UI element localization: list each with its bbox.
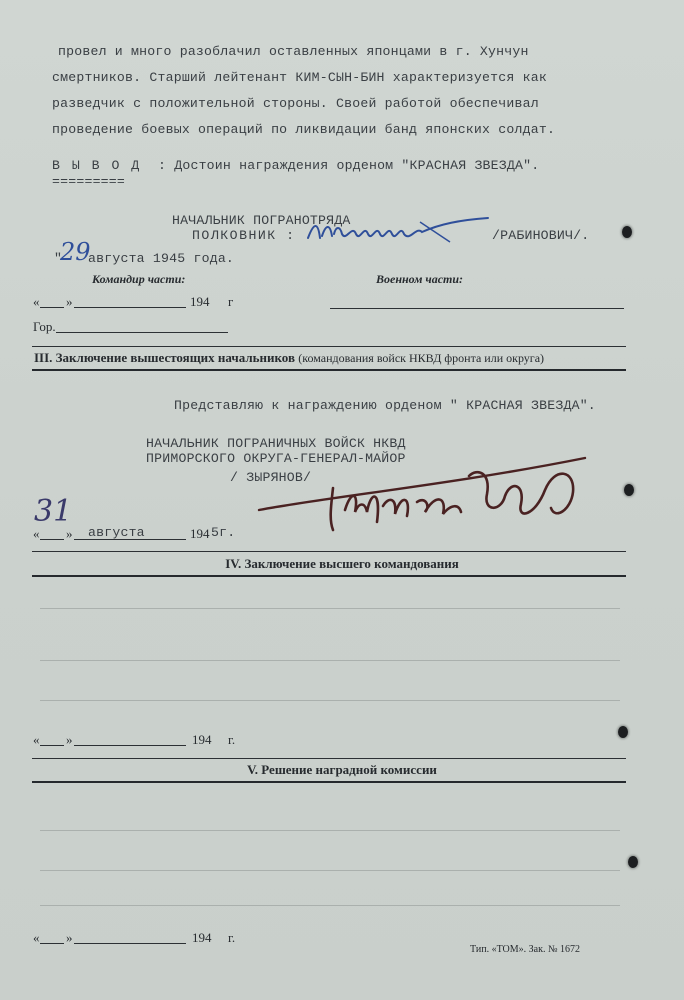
- date2-month: августа: [88, 525, 145, 540]
- date1-open-quote: ": [54, 251, 63, 266]
- date2-open: «: [33, 526, 40, 541]
- section4-top-rule: [32, 551, 626, 552]
- conclusion-label: В Ы В О Д: [52, 158, 142, 173]
- blank-area-6: [40, 905, 620, 906]
- date-open: «: [33, 294, 40, 309]
- date4-close: »: [66, 930, 73, 945]
- date3-day-blank: [40, 745, 64, 746]
- binding-hole: [618, 726, 628, 738]
- military-label: Военном части:: [376, 272, 464, 286]
- section4-bottom-rule: [32, 575, 626, 577]
- date3-close: »: [66, 732, 73, 747]
- section5-top-rule: [32, 758, 626, 759]
- blank-area-3: [40, 700, 620, 701]
- commander-label: Командир части:: [92, 272, 186, 286]
- blank-area-5: [40, 870, 620, 871]
- date3-month-blank: [74, 745, 186, 746]
- city-blank-line: [56, 332, 228, 333]
- section3-heading-bold: III. Заключение вышестоящих начальников: [34, 350, 296, 365]
- city-label: Гор.: [33, 319, 56, 334]
- date3-year-prefix: 194: [192, 732, 212, 747]
- typed-line-4: проведение боевых операций по ликвидации банд японских солдат.: [52, 122, 556, 137]
- date2-day-handwritten: 31: [34, 494, 73, 529]
- blank-area-2: [40, 660, 620, 661]
- commander-title-1: НАЧАЛЬНИК ПОГРАНОТРЯДА: [172, 213, 351, 228]
- section3-title-2: ПРИМОРСКОГО ОКРУГА-ГЕНЕРАЛ-МАЙОР: [146, 451, 406, 466]
- date1-day-handwritten: 29: [60, 238, 91, 266]
- date-day-blank: [40, 307, 64, 308]
- commander-name: /РАБИНОВИЧ/.: [492, 228, 590, 243]
- general-signature: [255, 450, 605, 540]
- conclusion-underline: =========: [52, 174, 126, 189]
- date4-day-blank: [40, 943, 64, 944]
- section4-heading: IV. Заключение высшего командования: [225, 556, 459, 571]
- date3-year-letter: г.: [228, 732, 236, 747]
- date-month-blank: [74, 307, 186, 308]
- binding-hole: [622, 226, 632, 238]
- typed-line-2: смертников. Старший лейтенант КИМ-СЫН-БИН характеризуется как: [52, 70, 547, 85]
- date2-close: »: [66, 526, 73, 541]
- date4-open: «: [33, 930, 40, 945]
- typed-line-3: разведчик с положительной стороны. Своей работой обеспечивал: [52, 96, 539, 111]
- date2-year-suffix: 5г.: [211, 525, 236, 540]
- typed-line-1: провел и много разоблачил оставленных японцами в г. Хунчун: [58, 44, 529, 59]
- binding-hole: [624, 484, 634, 496]
- year-letter: г: [228, 294, 234, 309]
- date-close: »: [66, 294, 73, 309]
- year-prefix: 194: [190, 294, 210, 309]
- date2-day-blank: [40, 539, 64, 540]
- commander-signature: [300, 212, 500, 248]
- section3-heading: [34, 350, 544, 366]
- signature-blank-line: [330, 308, 624, 309]
- date2-year-prefix: 194: [190, 526, 210, 541]
- section3-name: / ЗЫРЯНОВ/: [230, 470, 312, 485]
- section3-bottom-rule: [32, 369, 626, 371]
- date2-month-blank: [74, 539, 186, 540]
- blank-area-1: [40, 608, 620, 609]
- section3-title-1: НАЧАЛЬНИК ПОГРАНИЧНЫХ ВОЙСК НКВД: [146, 436, 406, 451]
- printer-mark: Тип. «ТОМ». Зак. № 1672: [470, 944, 580, 955]
- section3-recommendation: Представляю к награждению орденом " КРАСНАЯ ЗВЕЗДА".: [174, 398, 596, 413]
- date4-month-blank: [74, 943, 186, 944]
- section3-top-rule: [32, 346, 626, 347]
- date1-text: августа 1945 года.: [88, 251, 235, 266]
- commander-title-2: ПОЛКОВНИК :: [192, 228, 296, 243]
- conclusion-text: : Достоин награждения орденом "КРАСНАЯ ЗВЕЗДА".: [158, 158, 540, 173]
- blank-area-4: [40, 830, 620, 831]
- section5-bottom-rule: [32, 781, 626, 783]
- date3-open: «: [33, 732, 40, 747]
- binding-hole: [628, 856, 638, 868]
- date4-year-prefix: 194: [192, 930, 212, 945]
- section5-heading: V. Решение наградной комиссии: [247, 762, 437, 777]
- section3-heading-rest: (командования войск НКВД фронта или округа): [298, 351, 545, 365]
- date4-year-letter: г.: [228, 930, 236, 945]
